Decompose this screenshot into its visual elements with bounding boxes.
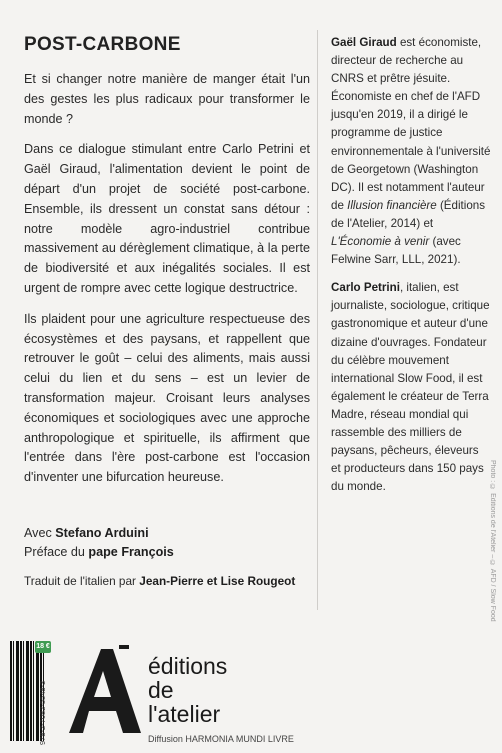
publisher-name	[148, 654, 227, 726]
blurb-paragraph-1: Et si changer notre manière de manger était l'un des gestes les plus radicaux pour transformer le monde ?	[24, 72, 310, 126]
with-prefix: Avec	[24, 526, 56, 540]
isbn-number: 978-2-7082-5548-3	[38, 680, 47, 745]
preface-prefix: Préface du	[24, 545, 89, 559]
column-divider	[317, 30, 318, 610]
with-name: Stefano Arduini	[55, 526, 149, 540]
photo-credit: Photo : © Éditions de l'Atelier – © AFD / Slow Food	[489, 460, 496, 622]
translator-names: Jean-Pierre et Lise Rougeot	[139, 574, 296, 588]
publisher-line-2: de	[148, 677, 174, 703]
publisher-logo-icon	[61, 645, 141, 733]
petrini-bio-text: , italien, est journaliste, sociologue, critique gastronomique et auteur d'une dizaine d'ouvrages. Fondateur du célèbre mouvement international Slow Food, il est également le créateur de Terra Madre, réseau mondial qui rassemble des milliers de paysans, pêcheurs, éleveurs et producteurs dans 150 pays du monde.	[331, 281, 490, 494]
giraud-book-1: Illusion financière	[347, 198, 437, 212]
petrini-bio	[331, 279, 491, 496]
with-credit	[24, 524, 324, 543]
contributors-block	[24, 524, 324, 591]
publisher-line-3: l'atelier	[148, 701, 221, 727]
giraud-bio-text-3: (avec Felwine Sarr, LLL, 2021).	[331, 235, 461, 267]
price-badge: 18 €	[35, 641, 51, 653]
petrini-name: Carlo Petrini	[331, 281, 400, 295]
blurb-paragraph-2: Dans ce dialogue stimulant entre Carlo Petrini et Gaël Giraud, l'alimentation devient le point de départ d'un projet de société post-carbone. Ensemble, ils dressent un constat sans détour : notre modèle agro-industriel contribue massivement au dérèglement climatique, à la perte de biodiversité et aux inégalités sociales. Il est urgent de rompre avec cette logique destructrice.	[24, 142, 310, 295]
giraud-bio	[331, 34, 491, 269]
preface-name: pape François	[88, 545, 174, 559]
translation-prefix: Traduit de l'italien par	[24, 574, 140, 588]
blurb-paragraph-3: Ils plaident pour une agriculture respectueuse des écosystèmes et des paysans, et rappellent que retrouver le goût – celui des aliments, mais aussi celui du lien et du sens – est un levier de transformation majeur. Croisant leurs analyses économiques et sociologiques avec une approche anthropologique et spirituelle, ils affirment que l'entrée dans l'ère post-carbone est l'occasion d'inventer une bifurcation heureuse.	[24, 311, 310, 485]
blurb-column	[24, 70, 310, 499]
preface-credit	[24, 543, 324, 562]
giraud-name: Gaël Giraud	[331, 36, 397, 49]
translation-credit	[24, 572, 324, 591]
giraud-book-2: L'Économie à venir	[331, 235, 430, 249]
giraud-bio-text-2: (Éditions de l'Atelier, 2014) et	[331, 198, 486, 230]
author-bios-column	[331, 34, 491, 506]
giraud-bio-text-1: est économiste, directeur de recherche au CNRS et prêtre jésuite. Économiste en chef de l'AFD jusqu'en 2019, il a dirigé le programme de justice environnementale à l'université de Georgetown (Washington DC). Il est notamment l'auteur de	[331, 36, 491, 212]
distribution-line: Diffusion HARMONIA MUNDI LIVRE	[148, 734, 294, 744]
publisher-line-1: éditions	[148, 653, 228, 679]
book-title: POST-CARBONE	[24, 34, 181, 55]
